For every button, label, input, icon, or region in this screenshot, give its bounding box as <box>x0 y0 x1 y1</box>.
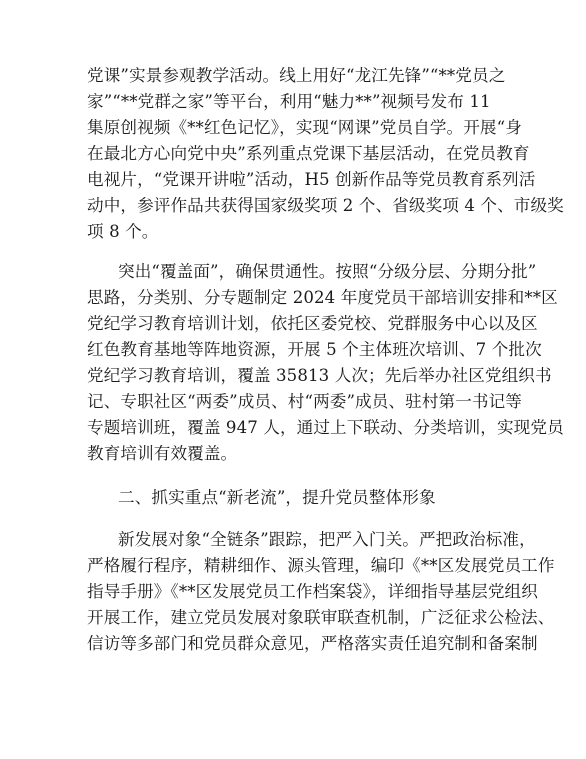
paragraph-1-line-3: 集原创视频《**红色记忆》，实现“网课”党员自学。开展“身 <box>87 118 522 137</box>
paragraph-2-line-5: 党纪学习教育培训，覆盖 35813 人次；先后举办社区党组织书 <box>87 366 552 385</box>
paragraph-3-line-4: 开展工作，建立党员发展对象联审联查机制，广泛征求公检法、 <box>87 608 555 627</box>
paragraph-2-line-4: 红色教育基地等阵地资源，开展 5 个主体班次培训、7 个批次 <box>87 340 542 359</box>
paragraph-3-line-5: 信访等多部门和党员群众意见，严格落实责任追究制和备案制 <box>87 634 538 653</box>
paragraph-2-line-6: 记、专职社区“两委”成员、村“两委”成员、驻村第一书记等 <box>87 392 522 411</box>
paragraph-1-line-2: 家”“**党群之家”等平台，利用“魅力**”视频号发布 11 <box>87 92 491 111</box>
section-heading: 二、抓实重点“新老流”，提升党员整体形象 <box>118 488 436 507</box>
paragraph-2-line-8: 教育培训有效覆盖。 <box>87 444 238 463</box>
paragraph-2-line-3: 党纪学习教育培训计划，依托区委党校、党群服务中心以及区 <box>87 314 538 333</box>
paragraph-1-line-7: 项 8 个。 <box>87 222 159 241</box>
paragraph-1-line-6: 动中，参评作品共获得国家级奖项 2 个、省级奖项 4 个、市级奖 <box>87 196 564 215</box>
paragraph-3-line-3: 指导手册》《**区发展党员工作档案袋》，详细指导基层党组织 <box>87 582 538 601</box>
paragraph-2-line-2: 思路，分类别、分专题制定 2024 年度党员干部培训安排和**区 <box>87 288 558 307</box>
paragraph-3-line-2: 严格履行程序，精耕细作、源头管理，编印《**区发展党员工作 <box>87 556 555 575</box>
paragraph-2-line-1: 突出“覆盖面”，确保贯通性。按照“分级分层、分期分批” <box>118 262 537 281</box>
paragraph-3-line-1: 新发展对象“全链条”跟踪，把严入门关。严把政治标准， <box>118 530 536 549</box>
paragraph-1-line-4: 在最北方心向党中央”系列重点党课下基层活动，在党员教育 <box>87 144 530 163</box>
paragraph-1-line-1: 党课”实景参观教学活动。线上用好“龙江先锋”“**党员之 <box>87 66 506 85</box>
paragraph-1-line-5: 电视片，“党课开讲啦”活动，H5 创新作品等党员教育系列活 <box>87 170 536 189</box>
paragraph-2-line-7: 专题培训班，覆盖 947 人，通过上下联动、分类培训，实现党员 <box>87 418 564 437</box>
